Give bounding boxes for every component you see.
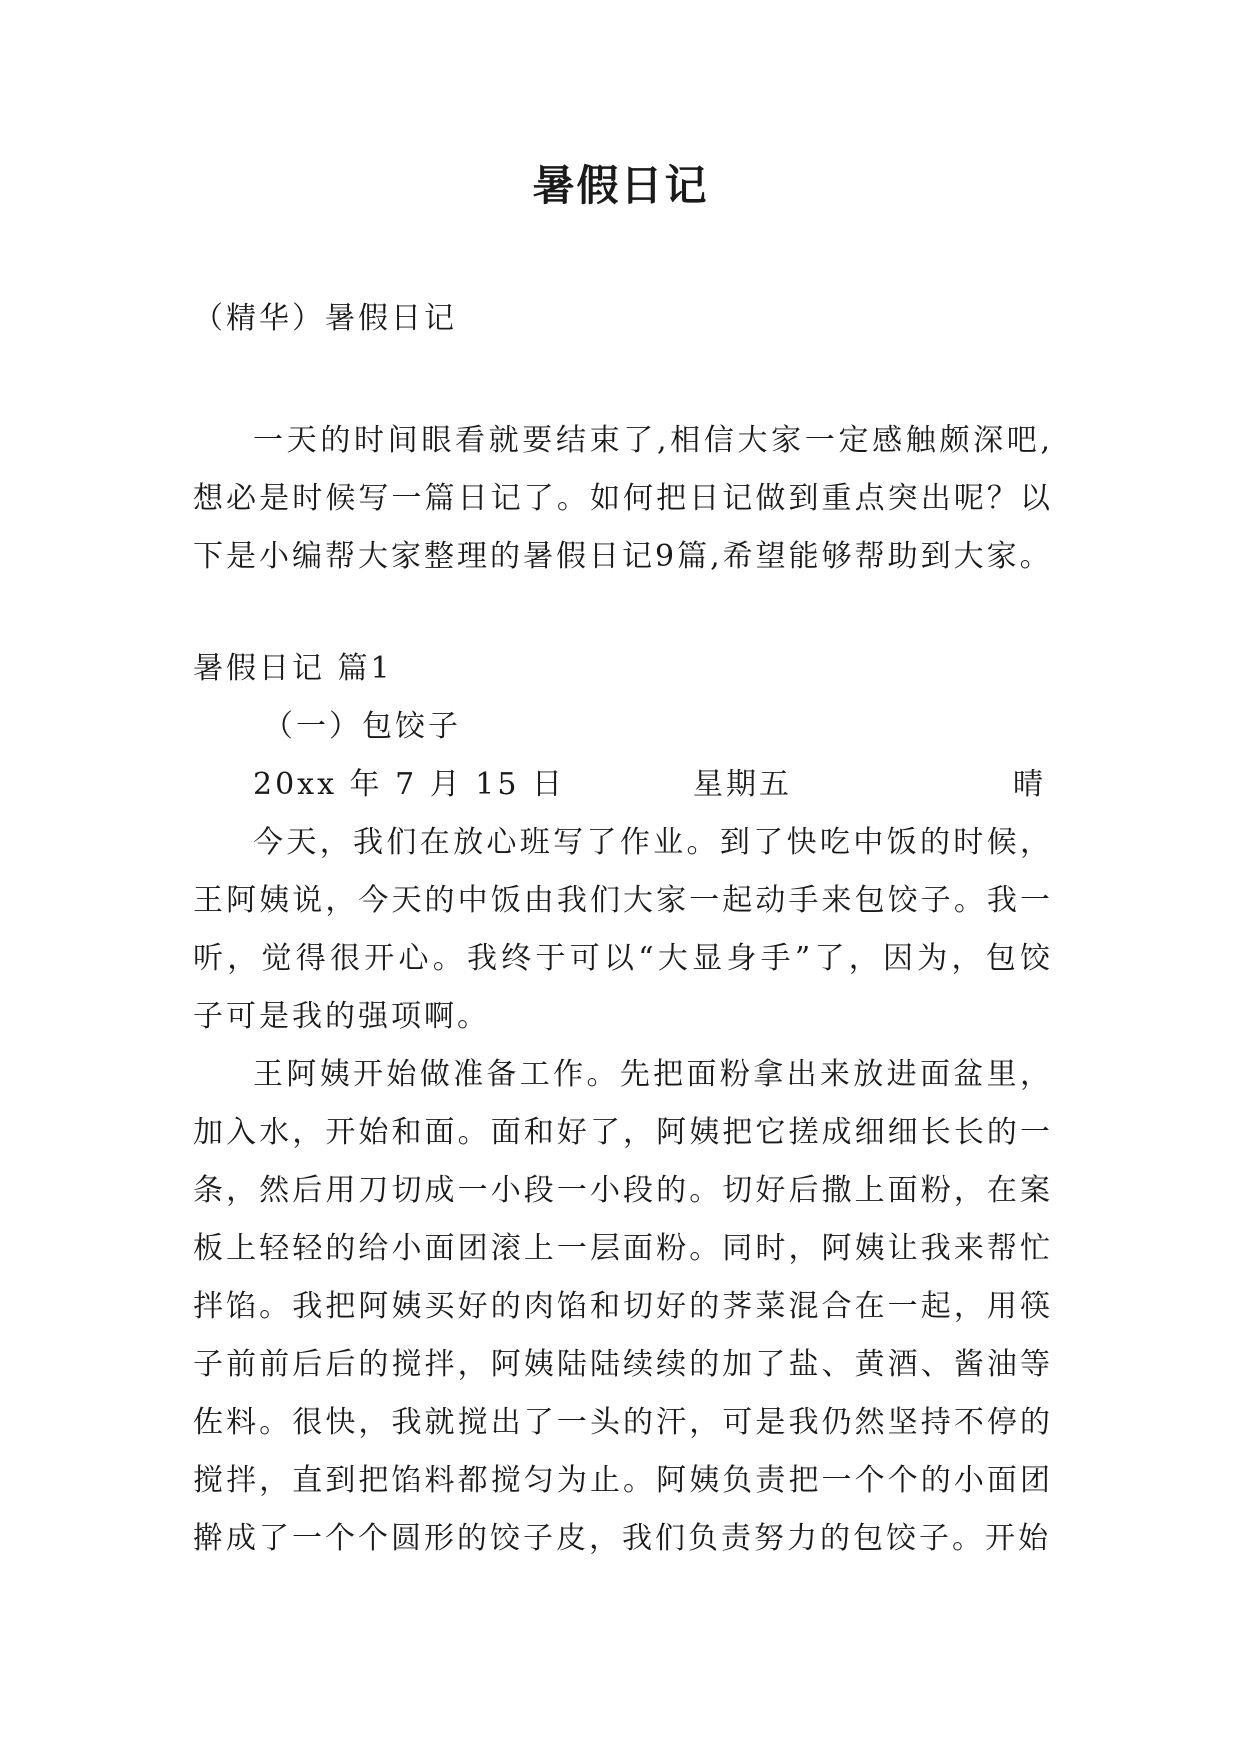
section-heading: 暑假日记 篇1 [193, 651, 393, 686]
intro-paragraph: 一天的时间眼看就要结束了,相信大家一定感触颇深吧,想必是时候写一篇日记了。如何把日记做到重点突出呢？以下是小编帮大家整理的暑假日记9篇,希望能够帮助到大家。 [193, 423, 1053, 574]
body-paragraph: 王阿姨开始做准备工作。先把面粉拿出来放进面盆里，加入水，开始和面。面和好了，阿姨把它搓成细细长长的一条，然后用刀切成一小段一小段的。切好后撒上面粉，在案板上轻轻的给小面团滚上一层面粉。同时，阿姨让我来帮忙拌馅。我把阿姨买好的肉馅和切好的荠菜混合在一起，用筷子前前后后的搅拌，阿姨陆陆续续的加了盐、黄酒、酱油等佐料。很快，我就搅出了一头的汗，可是我仍然坚持不停的搅拌，直到把馅料都搅匀为止。阿姨负责把一个个的小面团擀成了一个个圆形的饺子皮，我们负责努力的包饺子。开始 [193, 1057, 1053, 1556]
entry-title: （一）包饺子 [263, 709, 461, 744]
entry-weekday: 星期五 [693, 767, 792, 802]
entry-weather: 晴 [1013, 767, 1046, 802]
document-body [193, 290, 1053, 1568]
document-subtitle: （精华）暑假日记 [193, 301, 457, 336]
document-title: 暑假日记 [532, 161, 709, 210]
entry-date: 20xx 年 7 月 15 日 [253, 767, 565, 802]
body-paragraph: 今天，我们在放心班写了作业。到了快吃中饭的时候，王阿姨说，今天的中饭由我们大家一起动手来包饺子。我一听，觉得很开心。我终于可以“大显身手”了，因为，包饺子可是我的强项啊。 [193, 825, 1053, 1034]
date-line [193, 756, 1053, 814]
